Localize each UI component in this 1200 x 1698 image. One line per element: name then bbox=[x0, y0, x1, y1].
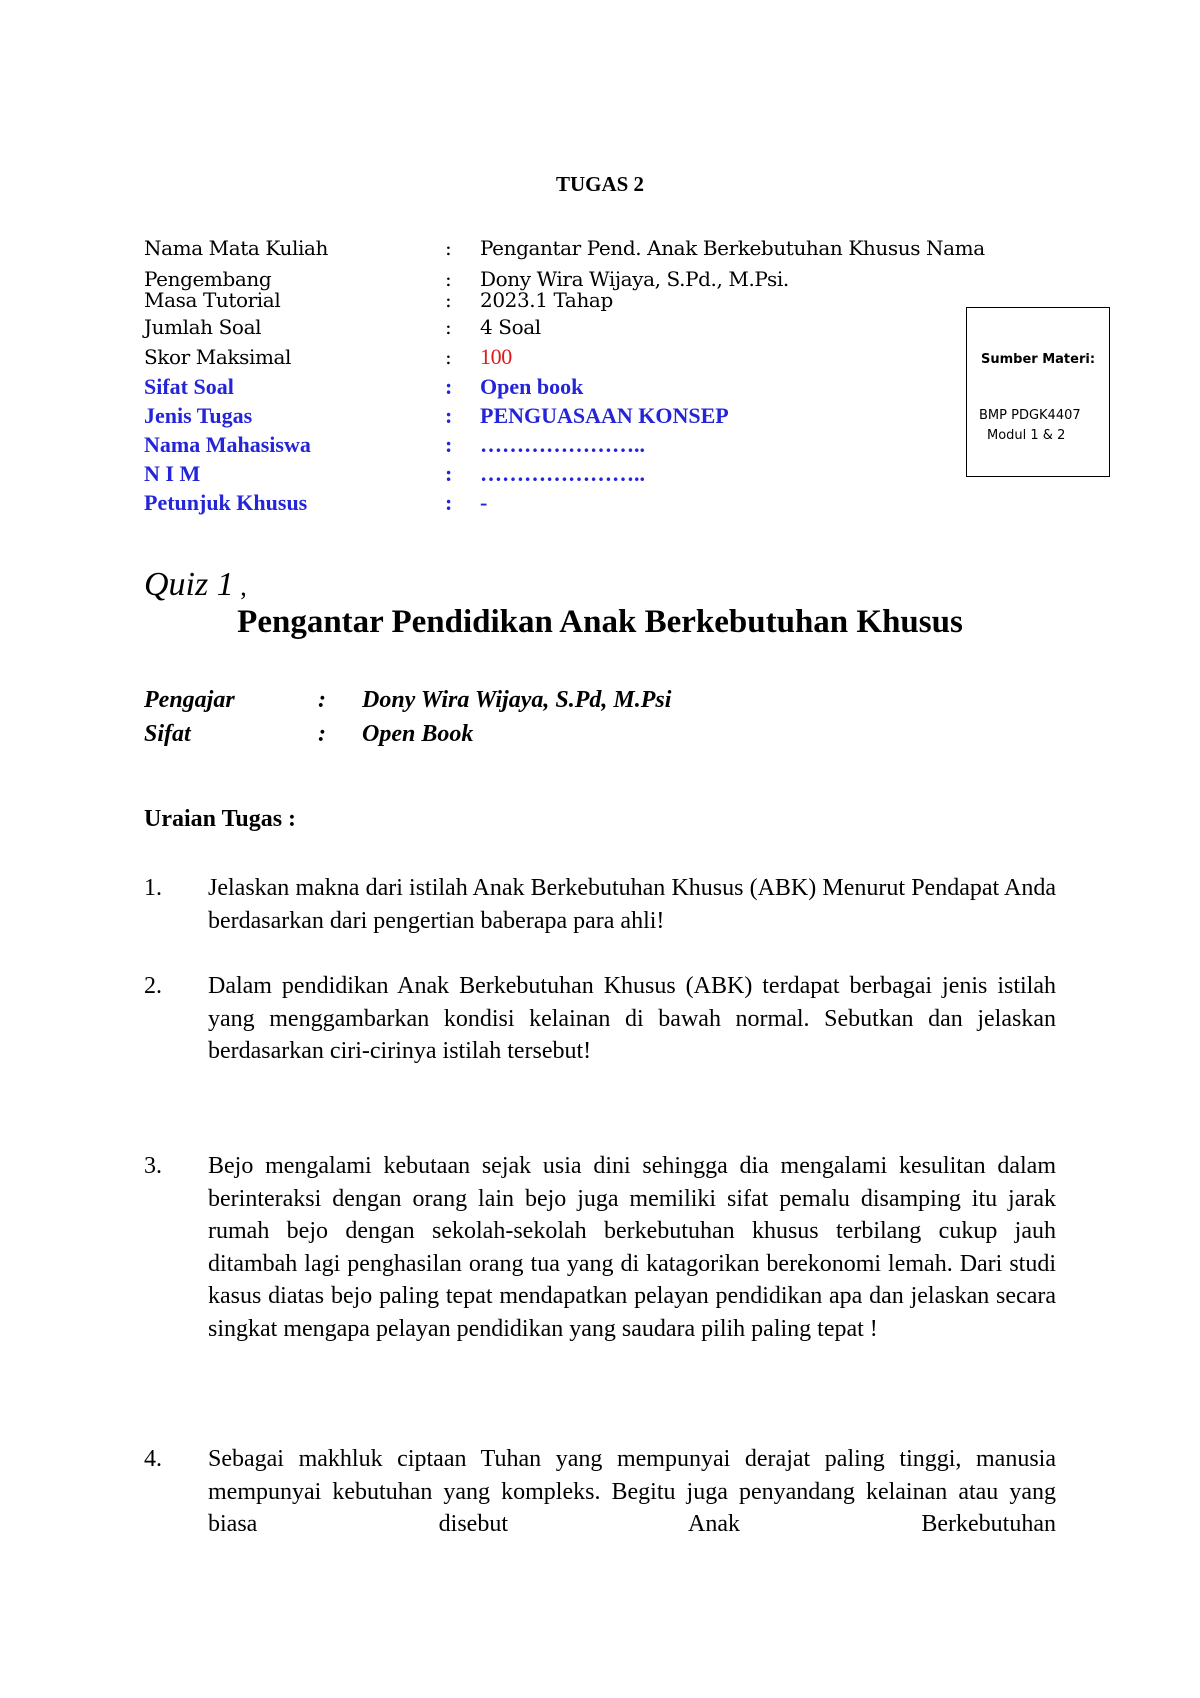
question-item bbox=[144, 872, 1056, 937]
uraian-tugas-heading: Uraian Tugas : bbox=[144, 806, 297, 832]
info-value: Dony Wira Wijaya, S.Pd., M.Psi. bbox=[480, 267, 789, 291]
info-label: Nama Mahasiswa bbox=[144, 432, 311, 457]
info-value: 4 Soal bbox=[480, 315, 541, 339]
question-text: Dalam pendidikan Anak Berkebutuhan Khusus (ABK) terdapat berbagai jenis istilah yang menggambarkan kondisi kelainan di bawah normal. Sebutkan dan jelaskan berdasarkan ciri-cirinya istilah tersebut! bbox=[208, 973, 1056, 1064]
info-separator: : bbox=[445, 236, 452, 260]
meta-label: Pengajar bbox=[144, 687, 235, 713]
meta-separator: : bbox=[318, 721, 326, 747]
question-number: 4. bbox=[144, 1446, 162, 1472]
info-separator: : bbox=[445, 267, 452, 291]
info-label: Petunjuk Khusus bbox=[144, 490, 308, 515]
sumber-line-1: BMP PDGK4407 bbox=[979, 408, 1081, 423]
meta-label: Sifat bbox=[144, 721, 191, 747]
info-label: Nama Mata Kuliah bbox=[144, 236, 328, 260]
info-label: Masa Tutorial bbox=[144, 288, 281, 312]
quiz-heading bbox=[144, 566, 247, 604]
quiz-subtitle: Pengantar Pendidikan Anak Berkebutuhan Khusus bbox=[237, 604, 963, 640]
question-text: Bejo mengalami kebutaan sejak usia dini sehingga dia mengalami kesulitan dalam berinteraksi dengan orang lain bejo juga memiliki sifat pemalu disamping itu jarak rumah bejo dengan sekolah-sekolah berkebutuhan khusus terbilang cukup jauh ditambah lagi penghasilan orang tua yang di katagorikan berekonomi lemah. Dari studi kasus diatas bejo paling tepat mendapatkan pelayan pendidikan apa dan jelaskan secara singkat mengapa pelayan pendidikan yang saudara pilih paling tepat ! bbox=[208, 1153, 1056, 1342]
info-label: Skor Maksimal bbox=[144, 345, 292, 369]
meta-separator: : bbox=[318, 687, 326, 713]
sumber-materi-box bbox=[966, 307, 1110, 477]
info-separator: : bbox=[445, 288, 452, 312]
info-value: PENGUASAAN KONSEP bbox=[480, 403, 729, 428]
meta-value: Open Book bbox=[362, 721, 474, 747]
question-item bbox=[144, 1150, 1056, 1345]
question-text: Jelaskan makna dari istilah Anak Berkebutuhan Khusus (ABK) Menurut Pendapat Anda berdasarkan dari pengertian baberapa para ahli! bbox=[208, 875, 1056, 934]
info-separator: : bbox=[445, 345, 452, 369]
quiz-comma: , bbox=[233, 572, 247, 601]
info-separator: : bbox=[445, 461, 453, 486]
info-value: 2023.1 Tahap bbox=[480, 288, 613, 312]
info-value-score: 100 bbox=[480, 344, 512, 369]
quiz-label: Quiz 1 bbox=[144, 566, 234, 603]
info-value: ………………….. bbox=[480, 461, 645, 486]
meta-value: Dony Wira Wijaya, S.Pd, M.Psi bbox=[362, 687, 672, 713]
sumber-line-2: Modul 1 & 2 bbox=[987, 428, 1066, 443]
info-value: Open book bbox=[480, 374, 584, 399]
question-number: 1. bbox=[144, 875, 162, 901]
info-label: Pengembang bbox=[144, 267, 272, 291]
sumber-title: Sumber Materi: bbox=[980, 352, 1096, 367]
info-value: - bbox=[480, 490, 488, 515]
info-separator: : bbox=[445, 315, 452, 339]
info-label: N I M bbox=[144, 461, 201, 486]
info-label: Sifat Soal bbox=[144, 374, 234, 399]
info-label: Jumlah Soal bbox=[144, 315, 262, 339]
question-number: 3. bbox=[144, 1153, 162, 1179]
info-value: Pengantar Pend. Anak Berkebutuhan Khusus Nama bbox=[480, 236, 985, 260]
info-separator: : bbox=[445, 490, 453, 515]
info-separator: : bbox=[445, 432, 453, 457]
question-item bbox=[144, 970, 1056, 1068]
question-number: 2. bbox=[144, 973, 162, 999]
question-item bbox=[144, 1443, 1056, 1541]
document-title: TUGAS 2 bbox=[555, 172, 645, 196]
info-value: ………………….. bbox=[480, 432, 645, 457]
info-separator: : bbox=[445, 374, 453, 399]
info-separator: : bbox=[445, 403, 453, 428]
info-label: Jenis Tugas bbox=[144, 403, 253, 428]
question-text: Sebagai makhluk ciptaan Tuhan yang mempunyai derajat paling tinggi, manusia mempunyai kebutuhan yang kompleks. Begitu juga penyandang kelainan atau yang biasa disebut Anak Berkebutuhan bbox=[208, 1446, 1056, 1537]
